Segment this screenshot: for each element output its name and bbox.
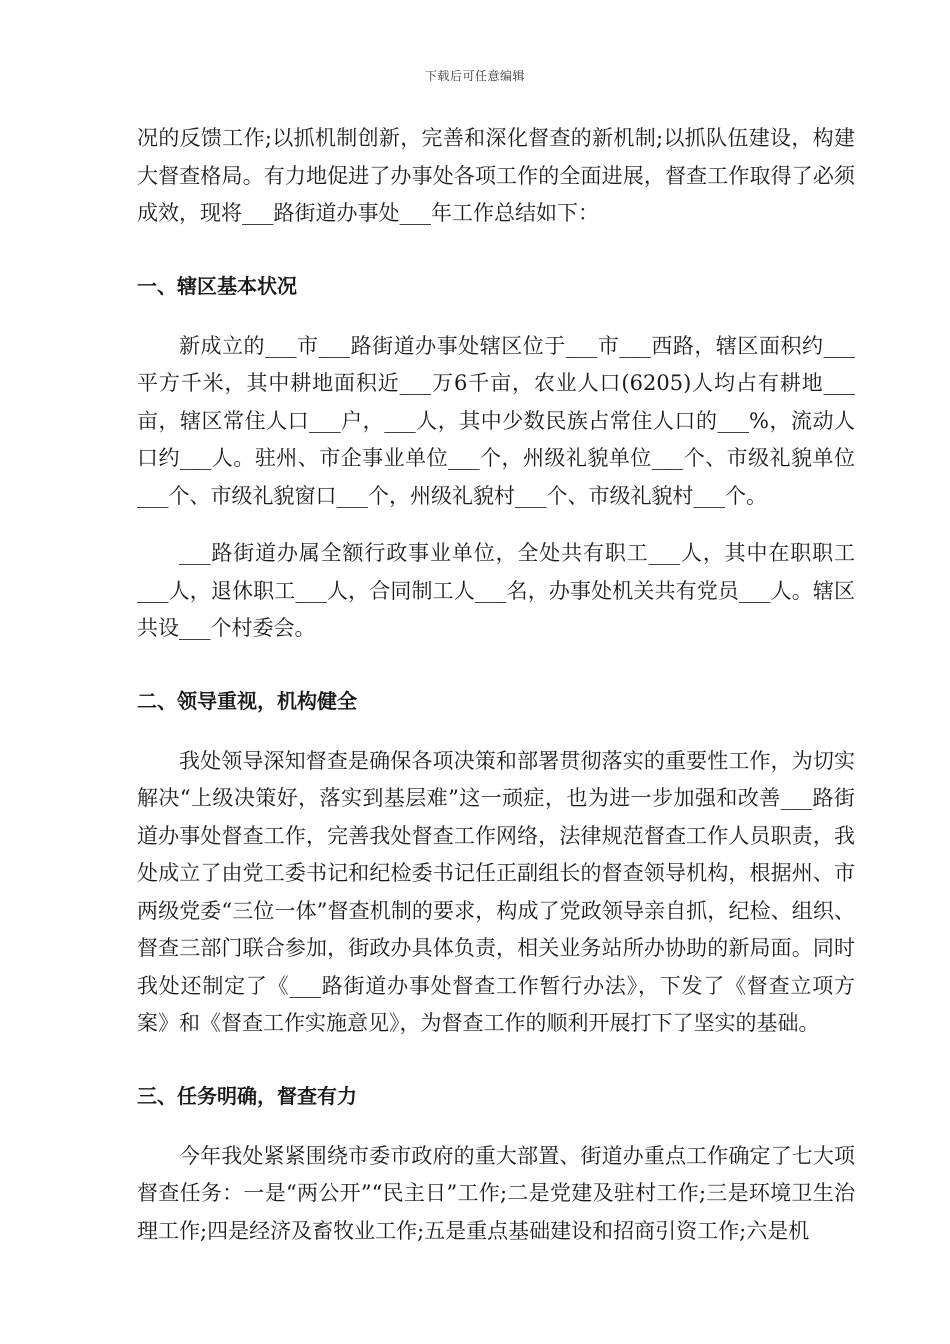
page-header-note: 下载后可任意编辑 — [424, 69, 525, 83]
intro-paragraph: 况的反馈工作;以抓机制创新，完善和深化督查的新机制;以抓队伍建设，构建大督查格局。有力地促进了办事处各项工作的全面进展，督查工作取得了必须成效，现将___路街道办事处___年工作总结如下： — [137, 126, 855, 225]
section-heading-2: 二、领导重视，机构健全 — [137, 688, 357, 713]
document-body — [137, 120, 855, 1250]
section1-paragraph-2: ___路街道办属全额行政事业单位，全处共有职工___人，其中在职职工___人，退休职工___人，合同制工人___名，办事处机关共有党员___人。辖区共设___个村委会。 — [137, 541, 855, 640]
section-heading-1: 一、辖区基本状况 — [137, 273, 297, 298]
section-heading-3: 三、任务明确，督查有力 — [137, 1083, 357, 1108]
section3-paragraph-1: 今年我处紧紧围绕市委市政府的重大部置、街道办重点工作确定了七大项督查任务：一是“两公开”“民主日”工作;二是党建及驻村工作;三是环境卫生治理工作;四是经济及畜牧业工作;五是重点基础建设和招商引资工作;六是机 — [137, 1143, 855, 1243]
section1-paragraph-1: 新成立的___市___路街道办事处辖区位于___市___西路，辖区面积约___平方千米，其中耕地面积近___万6千亩，农业人口(6205)人均占有耕地___亩，辖区常住人口___户，___人，其中少数民族占常住人口的___%，流动人口约___人。驻州、市企事业单位___个，州级礼貌单位___个、市级礼貌单位___个、市级礼貌窗口___个，州级礼貌村___个、市级礼貌村___个。 — [137, 333, 855, 508]
section2-paragraph-1: 我处领导深知督查是确保各项决策和部署贯彻落实的重要性工作，为切实解决“上级决策好，落实到基层难”这一顽症，也为进一步加强和改善___路街道办事处督查工作，完善我处督查工作网络，法律规范督查工作人员职责，我处成立了由党工委书记和纪检委书记任正副组长的督查领导机构，根据州、市两级党委“三位一体”督查机制的要求，构成了党政领导亲自抓，纪检、组织、督查三部门联合参加，街政办具体负责，相关业务站所办协助的新局面。同时我处还制定了《___路街道办事处督查工作暂行办法》，下发了《督查立项方案》和《督查工作实施意见》，为督查工作的顺利开展打下了坚实的基础。 — [137, 748, 855, 1035]
